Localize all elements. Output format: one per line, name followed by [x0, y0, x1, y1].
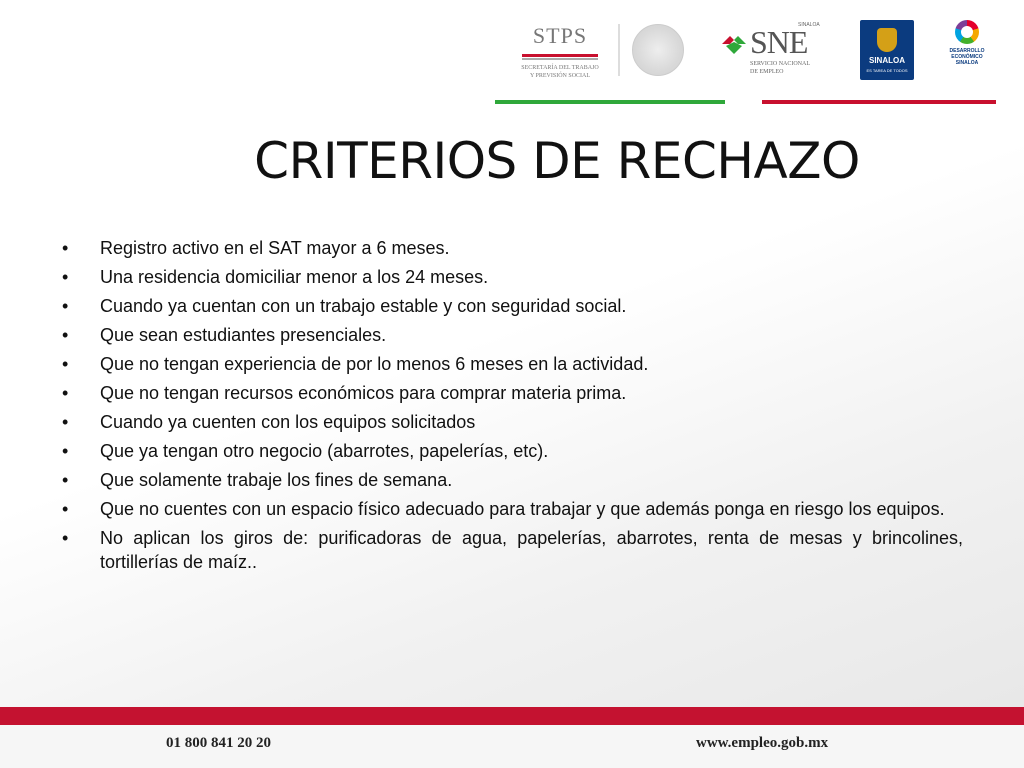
bullet-glyph: •: [62, 267, 69, 287]
bullet-glyph: •: [62, 528, 69, 548]
bullet-glyph: •: [62, 354, 69, 374]
stps-subtitle: [510, 64, 610, 80]
list-item-text: No aplican los giros de: purificadoras de agua, papelerías, abarrotes, renta de mesas y brincolines, tortillerías de maíz..: [100, 528, 963, 572]
stps-subtitle-line1: SECRETARÍA DEL TRABAJO: [521, 65, 599, 71]
header-green-stripe: [495, 100, 725, 104]
desarrollo-line2: ECONÓMICO: [951, 54, 983, 60]
list-item-text: Que no tengan experiencia de por lo menos 6 meses en la actividad.: [100, 354, 649, 374]
list-item-text: Que sean estudiantes presenciales.: [100, 325, 387, 345]
list-item: [58, 381, 963, 405]
list-item: [58, 323, 963, 347]
color-ring-icon: [955, 20, 979, 44]
sne-acronym: SNE: [750, 24, 808, 60]
rejection-criteria-list: [58, 236, 963, 579]
desarrollo-economico-logo: [934, 20, 1000, 80]
footer-url: www.empleo.gob.mx: [696, 735, 829, 751]
bullet-glyph: •: [62, 412, 69, 432]
list-item-text: Registro activo en el SAT mayor a 6 meses.: [100, 238, 450, 258]
bullet-glyph: •: [62, 296, 69, 316]
list-item-text: Que solamente trabaje los fines de semana.: [100, 470, 453, 490]
list-item-text: Una residencia domiciliar menor a los 24 meses.: [100, 267, 489, 287]
header-logos: [510, 14, 1000, 84]
footer-bar: [0, 725, 1024, 768]
stps-acronym: STPS: [532, 23, 588, 48]
page-title: CRITERIOS DE RECHAZO: [254, 132, 860, 190]
sne-subtitle-line1: SERVICIO NACIONAL: [750, 61, 811, 67]
header-red-stripe: [762, 100, 996, 104]
bullet-glyph: •: [62, 238, 69, 258]
stps-red-rule: [522, 54, 598, 57]
list-item: [58, 265, 963, 289]
logo-separator: [618, 24, 620, 76]
footer-red-band: [0, 707, 1024, 725]
desarrollo-text: [934, 48, 1000, 66]
stps-gray-rule: [522, 58, 598, 60]
list-item-text: Que no cuentes con un espacio físico adecuado para trabajar y que además ponga en riesgo los equipos.: [100, 499, 945, 519]
list-item-text: Cuando ya cuenten con los equipos solicitados: [100, 412, 476, 432]
desarrollo-line1: DESARROLLO: [949, 48, 985, 54]
list-item: [58, 294, 963, 318]
sne-state-tag: SINALOA: [798, 22, 820, 28]
desarrollo-line3: SINALOA: [955, 60, 979, 66]
list-item: [58, 497, 963, 521]
stps-logo: [510, 24, 610, 84]
list-item: [58, 526, 963, 574]
sinaloa-tagline: ES TAREA DE TODOS: [866, 68, 908, 73]
sinaloa-crest-icon: [877, 28, 897, 52]
sinaloa-name: SINALOA: [869, 56, 905, 65]
bullet-glyph: •: [62, 441, 69, 461]
list-item-text: Cuando ya cuentan con un trabajo estable y con seguridad social.: [100, 296, 627, 316]
bullet-glyph: •: [62, 325, 69, 345]
sne-subtitle-line2: DE EMPLEO: [750, 69, 784, 75]
handshake-icon: [720, 30, 748, 58]
sne-logo: [720, 24, 830, 84]
list-item: [58, 468, 963, 492]
bullet-glyph: •: [62, 470, 69, 490]
mexico-coat-of-arms-icon: [632, 24, 684, 76]
stps-subtitle-line2: Y PREVISIÓN SOCIAL: [529, 73, 591, 79]
list-item: [58, 352, 963, 376]
list-item-text: Que no tengan recursos económicos para comprar materia prima.: [100, 383, 627, 403]
sinaloa-government-logo: [860, 20, 914, 80]
sne-subtitle: [750, 60, 810, 76]
list-item: [58, 439, 963, 463]
list-item: [58, 236, 963, 260]
list-item: [58, 410, 963, 434]
bullet-glyph: •: [62, 499, 69, 519]
bullet-glyph: •: [62, 383, 69, 403]
footer-phone: 01 800 841 20 20: [166, 735, 271, 751]
list-item-text: Que ya tengan otro negocio (abarrotes, papelerías, etc).: [100, 441, 549, 461]
